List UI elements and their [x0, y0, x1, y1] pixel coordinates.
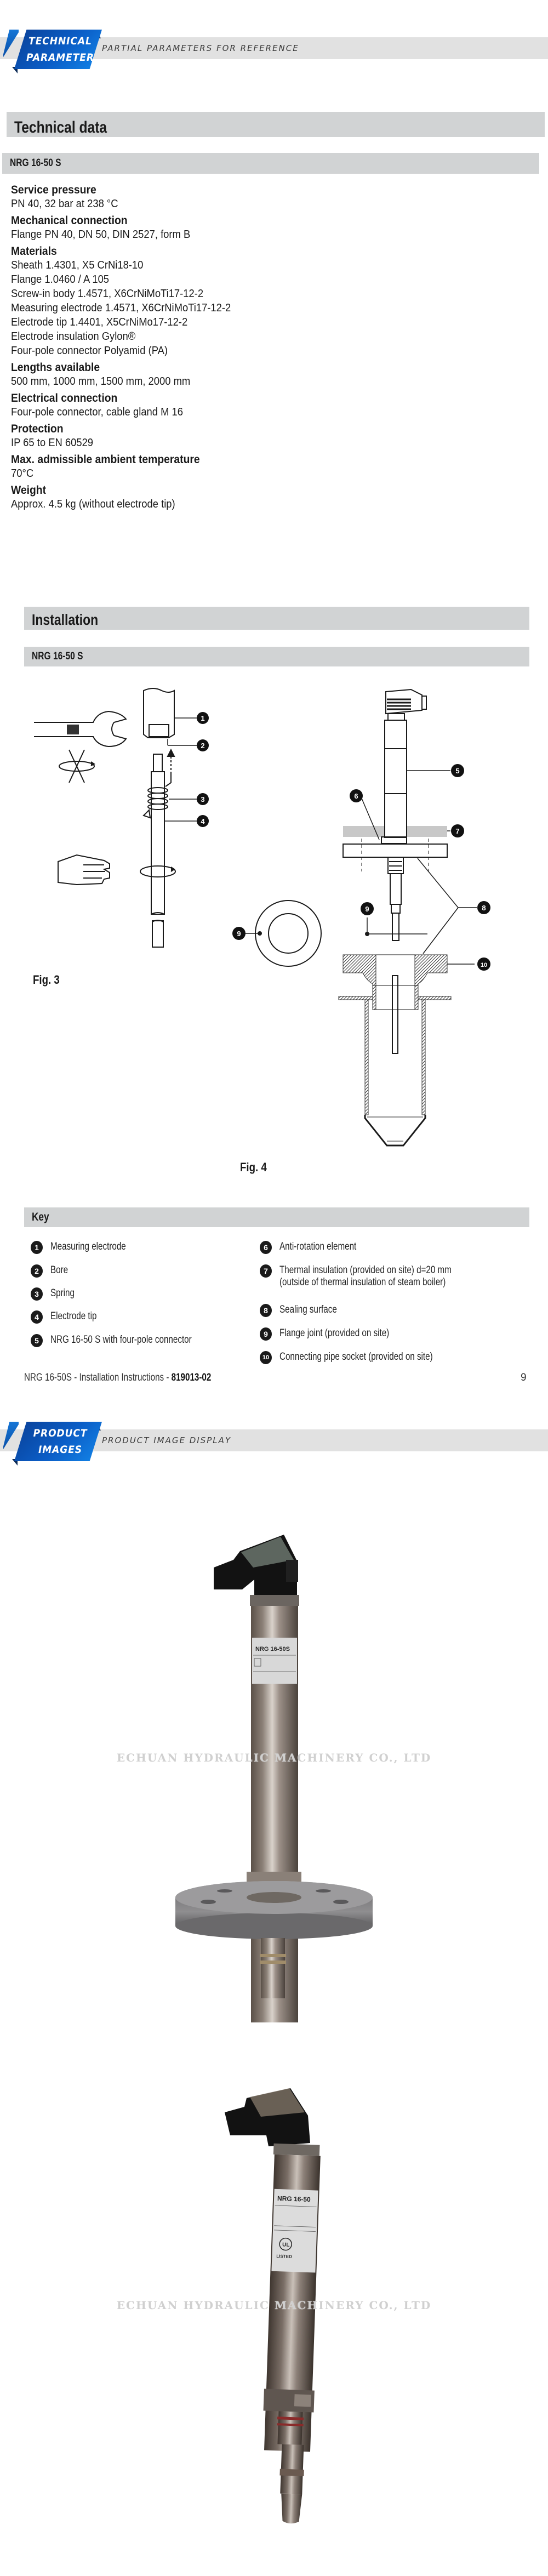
- installation-heading-bar: [24, 607, 529, 630]
- svg-text:10: 10: [480, 962, 488, 968]
- spec-protection: Protection IP 65 to EN 60529: [11, 423, 94, 449]
- key-item-3: 3 Spring: [31, 1287, 81, 1301]
- spec-list: [11, 184, 504, 515]
- key-item-10: 10 Connecting pipe socket (provided on site): [260, 1351, 471, 1364]
- svg-text:8: 8: [482, 904, 486, 912]
- key-item-8: 8 Sealing surface: [260, 1304, 351, 1317]
- svg-text:UL: UL: [282, 2242, 290, 2248]
- fig4-caption: Fig. 4: [240, 1160, 267, 1174]
- banner-subtitle: PRODUCT IMAGE DISPLAY: [102, 1435, 232, 1445]
- svg-text:9: 9: [365, 905, 369, 913]
- spec-ambient-temperature: Max. admissible ambient temperature 70°C: [11, 453, 200, 480]
- key-item-9: 9 Flange joint (provided on site): [260, 1327, 416, 1341]
- product-photo-electrode-tip: [137, 2083, 411, 2576]
- banner-title: TECHNICAL PARAMETER: [26, 35, 94, 64]
- key-item-6: 6 Anti-rotation element: [260, 1241, 375, 1254]
- banner-subtitle: PARTIAL PARAMETERS FOR REFERENCE: [102, 43, 299, 53]
- page-number: 9: [521, 1372, 527, 1383]
- svg-text:2: 2: [201, 742, 205, 750]
- svg-text:3: 3: [201, 795, 205, 803]
- svg-text:4: 4: [201, 817, 205, 825]
- spec-mechanical-connection: Mechanical connection Flange PN 40, DN 50, DIN 2527, form B: [11, 214, 191, 241]
- svg-text:9: 9: [237, 930, 241, 938]
- technical-parameter-banner: [0, 22, 548, 66]
- document-footer: NRG 16-50S - Installation Instructions - 819013-02: [24, 1372, 212, 1383]
- watermark-text: ECHUAN HYDRAULIC MACHINERY CO., LTD: [116, 1751, 432, 1764]
- product-photo-flanged-electrode: [137, 1507, 411, 2033]
- model-heading: NRG 16-50 S: [32, 651, 83, 662]
- banner-title: PRODUCT IMAGES: [33, 1427, 88, 1456]
- key-item-7: 7 Thermal insulation (provided on site) d=20 mm (outside of thermal insulation of steam boiler): [260, 1264, 494, 1289]
- svg-text:6: 6: [354, 792, 358, 800]
- svg-text:5: 5: [455, 767, 460, 775]
- spec-materials: Materials Sheath 1.4301, X5 CrNi18-10 Flange 1.0460 / A 105 Screw-in body 1.4571, X6CrNiMoTi17-12-2 Measuring electrode 1.4571, X6CrNiMoTi17-12-2 Electrode tip 1.4401, X5CrNiMo17-12-2 Electrode insulation Gylon® Four-pole connector Polyamid (PA): [11, 245, 231, 357]
- model-heading: NRG 16-50 S: [10, 157, 61, 169]
- spec-weight: Weight Approx. 4.5 kg (without electrode tip): [11, 484, 175, 510]
- svg-text:7: 7: [455, 827, 460, 835]
- doc-number: 819013-02: [171, 1372, 212, 1383]
- key-item-1: 1 Measuring electrode: [31, 1241, 145, 1254]
- section-heading: Installation: [32, 611, 99, 628]
- watermark-text: ECHUAN HYDRAULIC MACHINERY CO., LTD: [116, 2299, 432, 2312]
- technical-data-heading-bar: [7, 112, 545, 137]
- fig3-caption: Fig. 3: [33, 973, 60, 987]
- spec-electrical-connection: Electrical connection Four-pole connector, cable gland M 16: [11, 392, 184, 418]
- wrench-icon: [34, 711, 126, 746]
- hand-icon: [58, 855, 110, 885]
- key-heading: Key: [32, 1211, 49, 1223]
- product-images-banner: [0, 1414, 548, 1458]
- installation-model-bar: [24, 647, 529, 666]
- svg-text:LISTED: LISTED: [276, 2253, 292, 2259]
- key-heading-bar: [24, 1207, 529, 1227]
- key-item-2: 2 Bore: [31, 1264, 72, 1278]
- model-heading-bar: [2, 153, 539, 174]
- key-item-4: 4 Electrode tip: [31, 1310, 109, 1324]
- spec-lengths: Lengths available 500 mm, 1000 mm, 1500 mm, 2000 mm: [11, 361, 191, 387]
- no-rotation-icon: [59, 750, 94, 783]
- spec-service-pressure: Service pressure PN 40, 32 bar at 238 °C: [11, 184, 118, 210]
- fig3-electrode-assembly-diagram: [22, 674, 252, 981]
- svg-text:NRG 16-50: NRG 16-50: [277, 2194, 311, 2204]
- svg-text:NRG 16-50S: NRG 16-50S: [255, 1646, 290, 1652]
- section-heading: Technical data: [14, 118, 107, 136]
- fig4-mounting-diagram: [219, 674, 526, 1189]
- svg-text:1: 1: [201, 714, 205, 722]
- key-item-5: 5 NRG 16-50 S with four-pole connector: [31, 1334, 227, 1347]
